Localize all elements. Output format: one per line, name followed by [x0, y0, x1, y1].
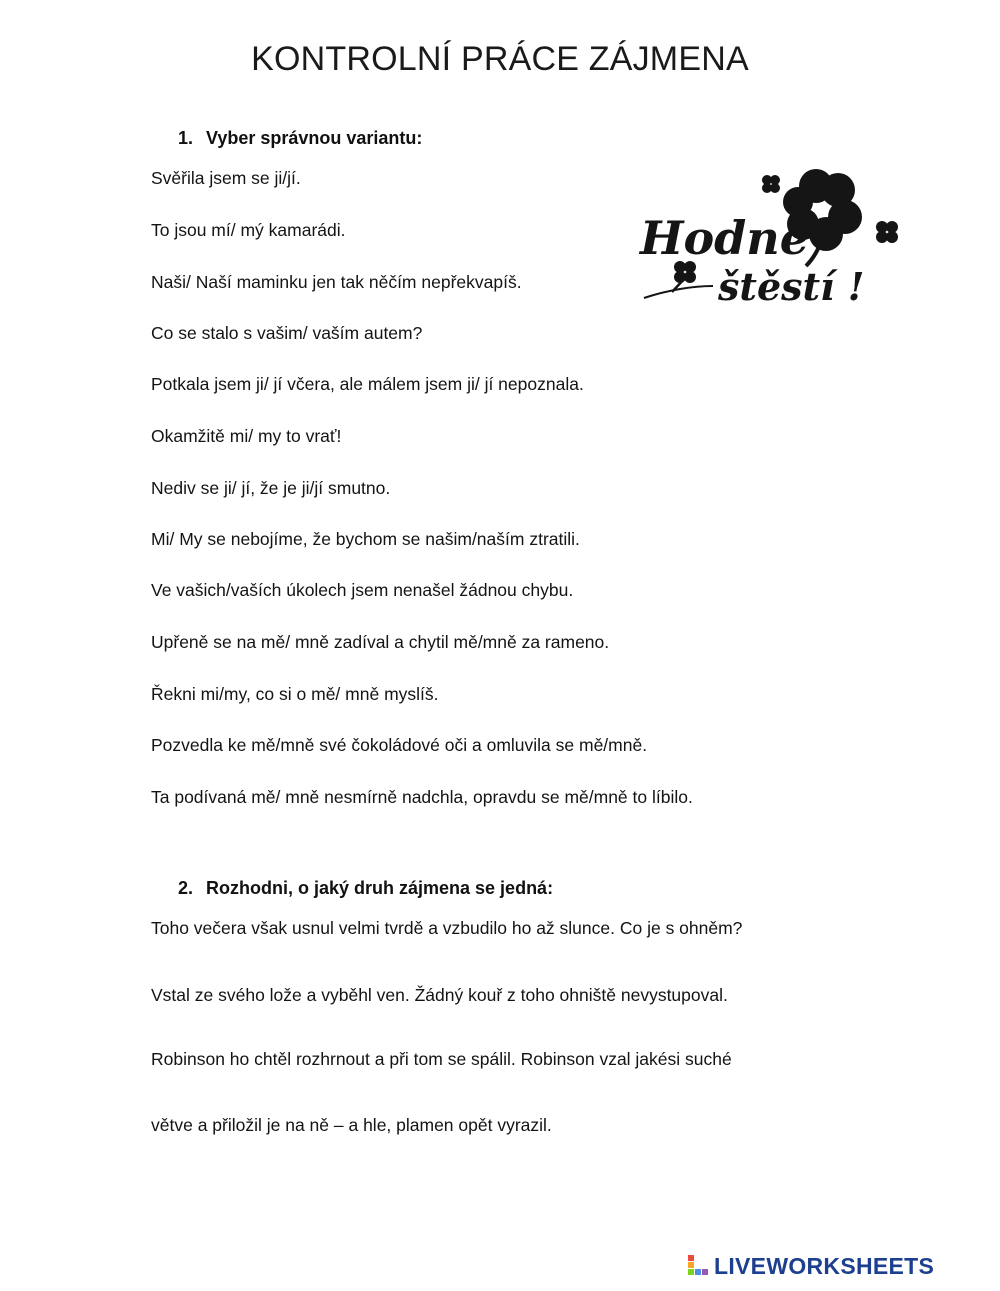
page-title: KONTROLNÍ PRÁCE ZÁJMENA: [251, 40, 749, 78]
exercise-line: Co se stalo s vašim/ vaším autem?: [151, 323, 423, 343]
badge-line-1: Hodně: [640, 211, 810, 265]
exercise-line: Ve vašich/vaších úkolech jsem nenašel žádnou chybu.: [151, 580, 574, 600]
exercise-line: Upřeně se na mě/ mně zadíval a chytil mě/mně za rameno.: [151, 632, 610, 652]
section-2-heading-text: Rozhodni, o jaký druh zájmena se jedná:: [206, 878, 554, 898]
exercise-line: Ta podívaná mě/ mně nesmírně nadchla, opravdu se mě/mně to líbilo.: [151, 787, 693, 807]
section-1-heading: [178, 128, 422, 149]
exercise-line: Vstal ze svého lože a vyběhl ven. Žádný kouř z toho ohniště nevystupoval.: [151, 985, 728, 1005]
exercise-line: To jsou mí/ mý kamarádi.: [151, 220, 346, 240]
exercise-line: větve a přiložil je na ně – a hle, plamen opět vyrazil.: [151, 1115, 552, 1135]
liveworksheets-footer[interactable]: [686, 1254, 986, 1280]
section-2-number: 2.: [178, 878, 194, 898]
exercise-line: Nediv se ji/ jí, že je ji/jí smutno.: [151, 478, 391, 498]
small-clover-icon: [762, 175, 780, 193]
section-1-number: 1.: [178, 128, 194, 148]
badge-line-2: štěstí !: [718, 264, 865, 309]
liveworksheets-brand: LIVEWORKSHEETS: [714, 1253, 935, 1279]
exercise-line: Potkala jsem ji/ jí včera, ale málem jsem ji/ jí nepoznala.: [151, 374, 584, 394]
section-1-heading-text: Vyber správnou variantu:: [206, 128, 423, 148]
exercise-line: Toho večera však usnul velmi tvrdě a vzbudilo ho až slunce. Co je s ohněm?: [151, 918, 743, 938]
section-2-heading: [178, 878, 553, 899]
exercise-line: Naši/ Naší maminku jen tak něčím nepřekvapíš.: [151, 272, 522, 292]
liveworksheets-logo-icon: [686, 1254, 712, 1280]
exercise-line: Okamžitě mi/ my to vrať!: [151, 426, 342, 446]
good-luck-badge: [638, 162, 906, 312]
exercise-line: Svěřila jsem se ji/jí.: [151, 168, 301, 188]
exercise-line: Řekni mi/my, co si o mě/ mně myslíš.: [151, 684, 439, 704]
small-clover-icon: [876, 221, 898, 243]
exercise-line: Mi/ My se nebojíme, že bychom se našim/naším ztratili.: [151, 529, 580, 549]
exercise-line: Robinson ho chtěl rozhrnout a při tom se spálil. Robinson vzal jakési suché: [151, 1049, 732, 1069]
exercise-line: Pozvedla ke mě/mně své čokoládové oči a omluvila se mě/mně.: [151, 735, 648, 755]
